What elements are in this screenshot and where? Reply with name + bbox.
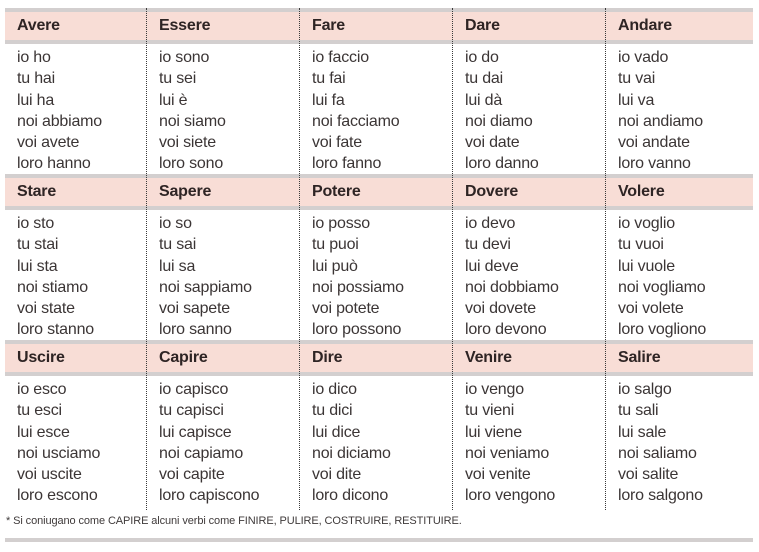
verb-infinitive: Capire [159,349,208,366]
conjugated-form: io sono [159,49,210,66]
conjugation-cell [453,210,606,340]
column-divider [605,8,606,510]
conjugated-form: noi saliamo [618,444,697,462]
conjugated-form: noi usciamo [17,444,101,462]
conjugated-form: voi date [465,134,520,152]
conjugated-form: lui esce [17,423,70,441]
conjugated-form: io posso [312,215,370,232]
conjugated-form: voi avete [17,134,80,152]
conjugation-row [5,44,753,174]
conjugated-form: loro sanno [159,321,232,339]
conjugated-form: lui può [312,257,358,275]
conjugated-form: voi capite [159,466,225,484]
verb-group [5,174,753,340]
verb-infinitive: Sapere [159,183,212,200]
conjugated-form: lui sale [618,423,667,441]
column-divider [146,8,147,510]
conjugated-form: io vengo [465,381,524,398]
conjugation-cell [453,44,606,174]
conjugated-form: noi diciamo [312,444,391,462]
conjugated-form: noi stiamo [17,278,88,296]
conjugated-form: noi vogliamo [618,278,706,296]
conjugated-form: io capisco [159,381,229,398]
verb-infinitive: Volere [618,183,665,200]
conjugated-form: loro fanno [312,155,382,173]
conjugated-form: loro danno [465,155,539,173]
header-row [5,178,753,206]
conjugated-form: lui deve [465,257,519,275]
conjugated-form: lui ha [17,91,55,109]
conjugated-form: tu dai [465,70,503,88]
conjugated-form: voi venite [465,466,531,484]
conjugated-form: voi salite [618,466,679,484]
conjugated-form: loro possono [312,321,402,339]
conjugated-form: noi andiamo [618,112,703,130]
conjugated-form: io salgo [618,381,672,398]
verb-infinitive: Fare [312,17,345,34]
conjugation-cell [453,376,606,506]
conjugation-cell [5,44,147,174]
verb-infinitive: Stare [17,183,57,200]
conjugated-form: loro vogliono [618,321,707,339]
conjugated-form: tu sai [159,236,197,254]
conjugated-form: loro stanno [17,321,94,339]
conjugated-form: noi dobbiamo [465,278,559,296]
verb-group [5,8,753,174]
conjugated-form: tu sei [159,70,197,88]
conjugated-form: loro dicono [312,487,389,505]
bottom-divider [5,538,753,542]
header-row [5,12,753,40]
conjugated-form: tu dici [312,402,353,420]
conjugation-cell [606,376,753,506]
conjugated-form: tu stai [17,236,59,254]
conjugation-row [5,376,753,506]
conjugated-form: noi sappiamo [159,278,252,296]
conjugated-form: voi uscite [17,466,82,484]
header-row [5,344,753,372]
conjugated-form: voi andate [618,134,690,152]
conjugated-form: voi dovete [465,300,536,318]
conjugated-form: io so [159,215,192,232]
conjugated-form: voi fate [312,134,362,152]
conjugation-row [5,210,753,340]
conjugated-form: tu sali [618,402,659,420]
conjugated-form: loro vengono [465,487,556,505]
verb-infinitive: Venire [465,349,512,366]
verb-infinitive: Dovere [465,183,519,200]
conjugation-cell [147,44,300,174]
conjugated-form: lui sta [17,257,58,275]
conjugated-form: tu esci [17,402,62,420]
conjugated-form: io vado [618,49,669,66]
conjugation-cell [300,376,453,506]
conjugated-form: voi potete [312,300,380,318]
conjugation-cell [5,376,147,506]
conjugated-form: noi veniamo [465,444,550,462]
conjugated-form: noi siamo [159,112,226,130]
conjugation-cell [5,210,147,340]
conjugated-form: lui dice [312,423,361,441]
conjugation-table [5,8,753,506]
conjugated-form: loro escono [17,487,98,505]
conjugated-form: lui è [159,91,188,109]
conjugated-form: voi sapete [159,300,230,318]
conjugated-form: lui fa [312,91,345,109]
conjugated-form: io faccio [312,49,369,66]
conjugated-form: voi state [17,300,75,318]
conjugated-form: loro salgono [618,487,703,505]
conjugation-cell [147,376,300,506]
conjugated-form: tu capisci [159,402,224,420]
conjugated-form: tu vai [618,70,656,88]
conjugated-form: tu hai [17,70,55,88]
conjugated-form: io sto [17,215,55,232]
conjugated-form: voi volete [618,300,684,318]
conjugated-form: loro capiscono [159,487,260,505]
conjugated-form: voi dite [312,466,362,484]
conjugated-form: loro sono [159,155,224,173]
conjugated-form: lui sa [159,257,196,275]
conjugated-form: io dico [312,381,357,398]
verb-infinitive: Avere [17,17,60,34]
conjugated-form: noi possiamo [312,278,404,296]
footnote: * Si coniugano come CAPIRE alcuni verbi come FINIRE, PULIRE, COSTRUIRE, RESTITUIRE. [6,515,462,527]
verb-infinitive: Andare [618,17,672,34]
verb-infinitive: Dire [312,349,343,366]
conjugated-form: loro devono [465,321,547,339]
conjugated-form: noi facciamo [312,112,400,130]
conjugated-form: lui vuole [618,257,675,275]
conjugation-cell [147,210,300,340]
conjugated-form: lui dà [465,91,503,109]
verb-infinitive: Salire [618,349,661,366]
verb-group [5,340,753,506]
conjugated-form: lui viene [465,423,522,441]
conjugated-form: tu devi [465,236,511,254]
conjugated-form: io devo [465,215,516,232]
conjugated-form: lui capisce [159,423,232,441]
conjugated-form: io esco [17,381,67,398]
column-divider [299,8,300,510]
verb-infinitive: Dare [465,17,500,34]
conjugated-form: voi siete [159,134,216,152]
conjugation-cell [606,44,753,174]
conjugated-form: tu vuoi [618,236,664,254]
conjugated-form: io do [465,49,499,66]
verb-infinitive: Essere [159,17,211,34]
verb-infinitive: Potere [312,183,361,200]
conjugated-form: lui va [618,91,655,109]
conjugation-cell [300,210,453,340]
conjugated-form: io ho [17,49,51,66]
conjugated-form: loro vanno [618,155,691,173]
conjugated-form: io voglio [618,215,675,232]
verb-infinitive: Uscire [17,349,65,366]
column-divider [452,8,453,510]
conjugation-cell [606,210,753,340]
conjugated-form: tu vieni [465,402,515,420]
conjugated-form: loro hanno [17,155,91,173]
conjugated-form: noi abbiamo [17,112,102,130]
conjugated-form: tu fai [312,70,346,88]
conjugated-form: tu puoi [312,236,359,254]
conjugated-form: noi capiamo [159,444,244,462]
conjugated-form: noi diamo [465,112,533,130]
conjugation-cell [300,44,453,174]
